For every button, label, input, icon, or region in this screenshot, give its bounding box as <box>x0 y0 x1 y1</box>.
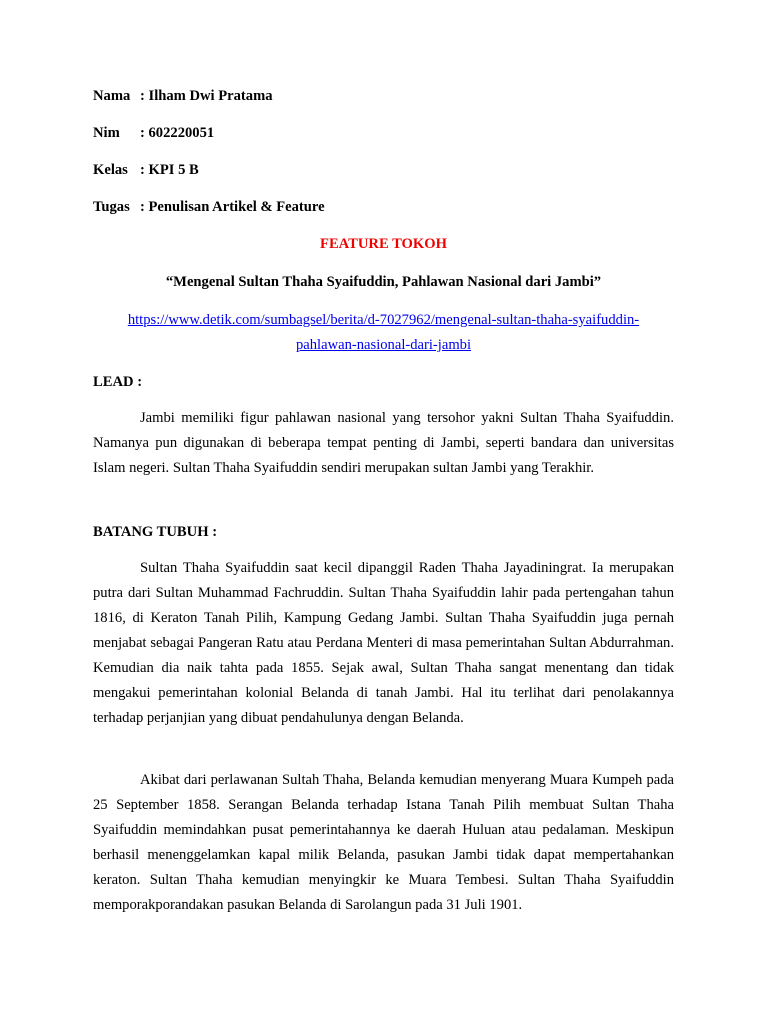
lead-paragraph: Jambi memiliki figur pahlawan nasional yang tersohor yakni Sultan Thaha Syaifuddin. Namanya pun digunakan di beberapa tempat penting di Jambi, seperti bandara dan universitas Islam negeri. Sultan Thaha Syaifuddin sendiri merupakan sultan Jambi yang Terakhir. <box>93 410 674 476</box>
meta-nim <box>93 125 215 142</box>
meta-label: Nim <box>93 125 120 141</box>
meta-kelas <box>93 162 199 179</box>
meta-nama <box>93 88 273 105</box>
meta-value: : KPI 5 B <box>140 162 199 178</box>
body-paragraph-1: Sultan Thaha Syaifuddin saat kecil dipanggil Raden Thaha Jayadiningrat. Ia merupakan putra dari Sultan Muhammad Fachruddin. Sultan Thaha Syaifuddin lahir pada pertengahan tahun 1816, di Keraton Tanah Pilih, Kampung Gedang Jambi. Sultan Thaha Syaifuddin juga pernah menjabat sebagai Pangeran Ratu atau Perdana Menteri di masa pemerintahan Sultan Abdurrahman. Kemudian dia naik tahta pada 1855. Sejak awal, Sultan Thaha sangat menentang dan tidak mengakui pemerintahan kolonial Belanda di tanah Jambi. Hal itu terlihat dari penolakannya terhadap perjanjian yang dibuat pendahulunya dengan Belanda. <box>93 560 674 726</box>
lead-label: LEAD : <box>93 374 143 390</box>
meta-label: Kelas <box>93 162 128 178</box>
body-paragraph-2: Akibat dari perlawanan Sultah Thaha, Belanda kemudian menyerang Muara Kumpeh pada 25 September 1858. Serangan Belanda terhadap Istana Tanah Pilih membuat Sultan Thaha Syaifuddin memindahkan pusat pemerintahannya ke daerah Huluan atau pedalaman. Meskipun berhasil menenggelamkan kapal milik Belanda, pasukan Jambi tidak dapat mempertahankan keraton. Sultan Thaha kemudian menyingkir ke Muara Tembesi. Sultan Thaha Syaifuddin memporakporandakan pasukan Belanda di Sarolangun pada 31 Juli 1901. <box>93 772 674 913</box>
meta-label: Nama <box>93 88 131 104</box>
meta-tugas <box>93 199 325 216</box>
body-label: BATANG TUBUH : <box>93 524 218 540</box>
meta-value: : 602220051 <box>140 125 215 141</box>
meta-value: : Penulisan Artikel & Feature <box>140 199 325 215</box>
source-link[interactable]: pahlawan-nasional-dari-jambi <box>295 337 472 353</box>
meta-value: : Ilham Dwi Pratama <box>140 88 273 104</box>
source-link-line-2[interactable] <box>93 337 674 354</box>
source-link-line-1[interactable] <box>93 312 674 329</box>
meta-label: Tugas <box>93 199 130 215</box>
source-link[interactable]: https://www.detik.com/sumbagsel/berita/d-7027962/mengenal-sultan-thaha-syaifuddin- <box>127 312 640 328</box>
feature-heading: FEATURE TOKOH <box>320 236 447 252</box>
article-title: “Mengenal Sultan Thaha Syaifuddin, Pahlawan Nasional dari Jambi” <box>165 274 602 290</box>
